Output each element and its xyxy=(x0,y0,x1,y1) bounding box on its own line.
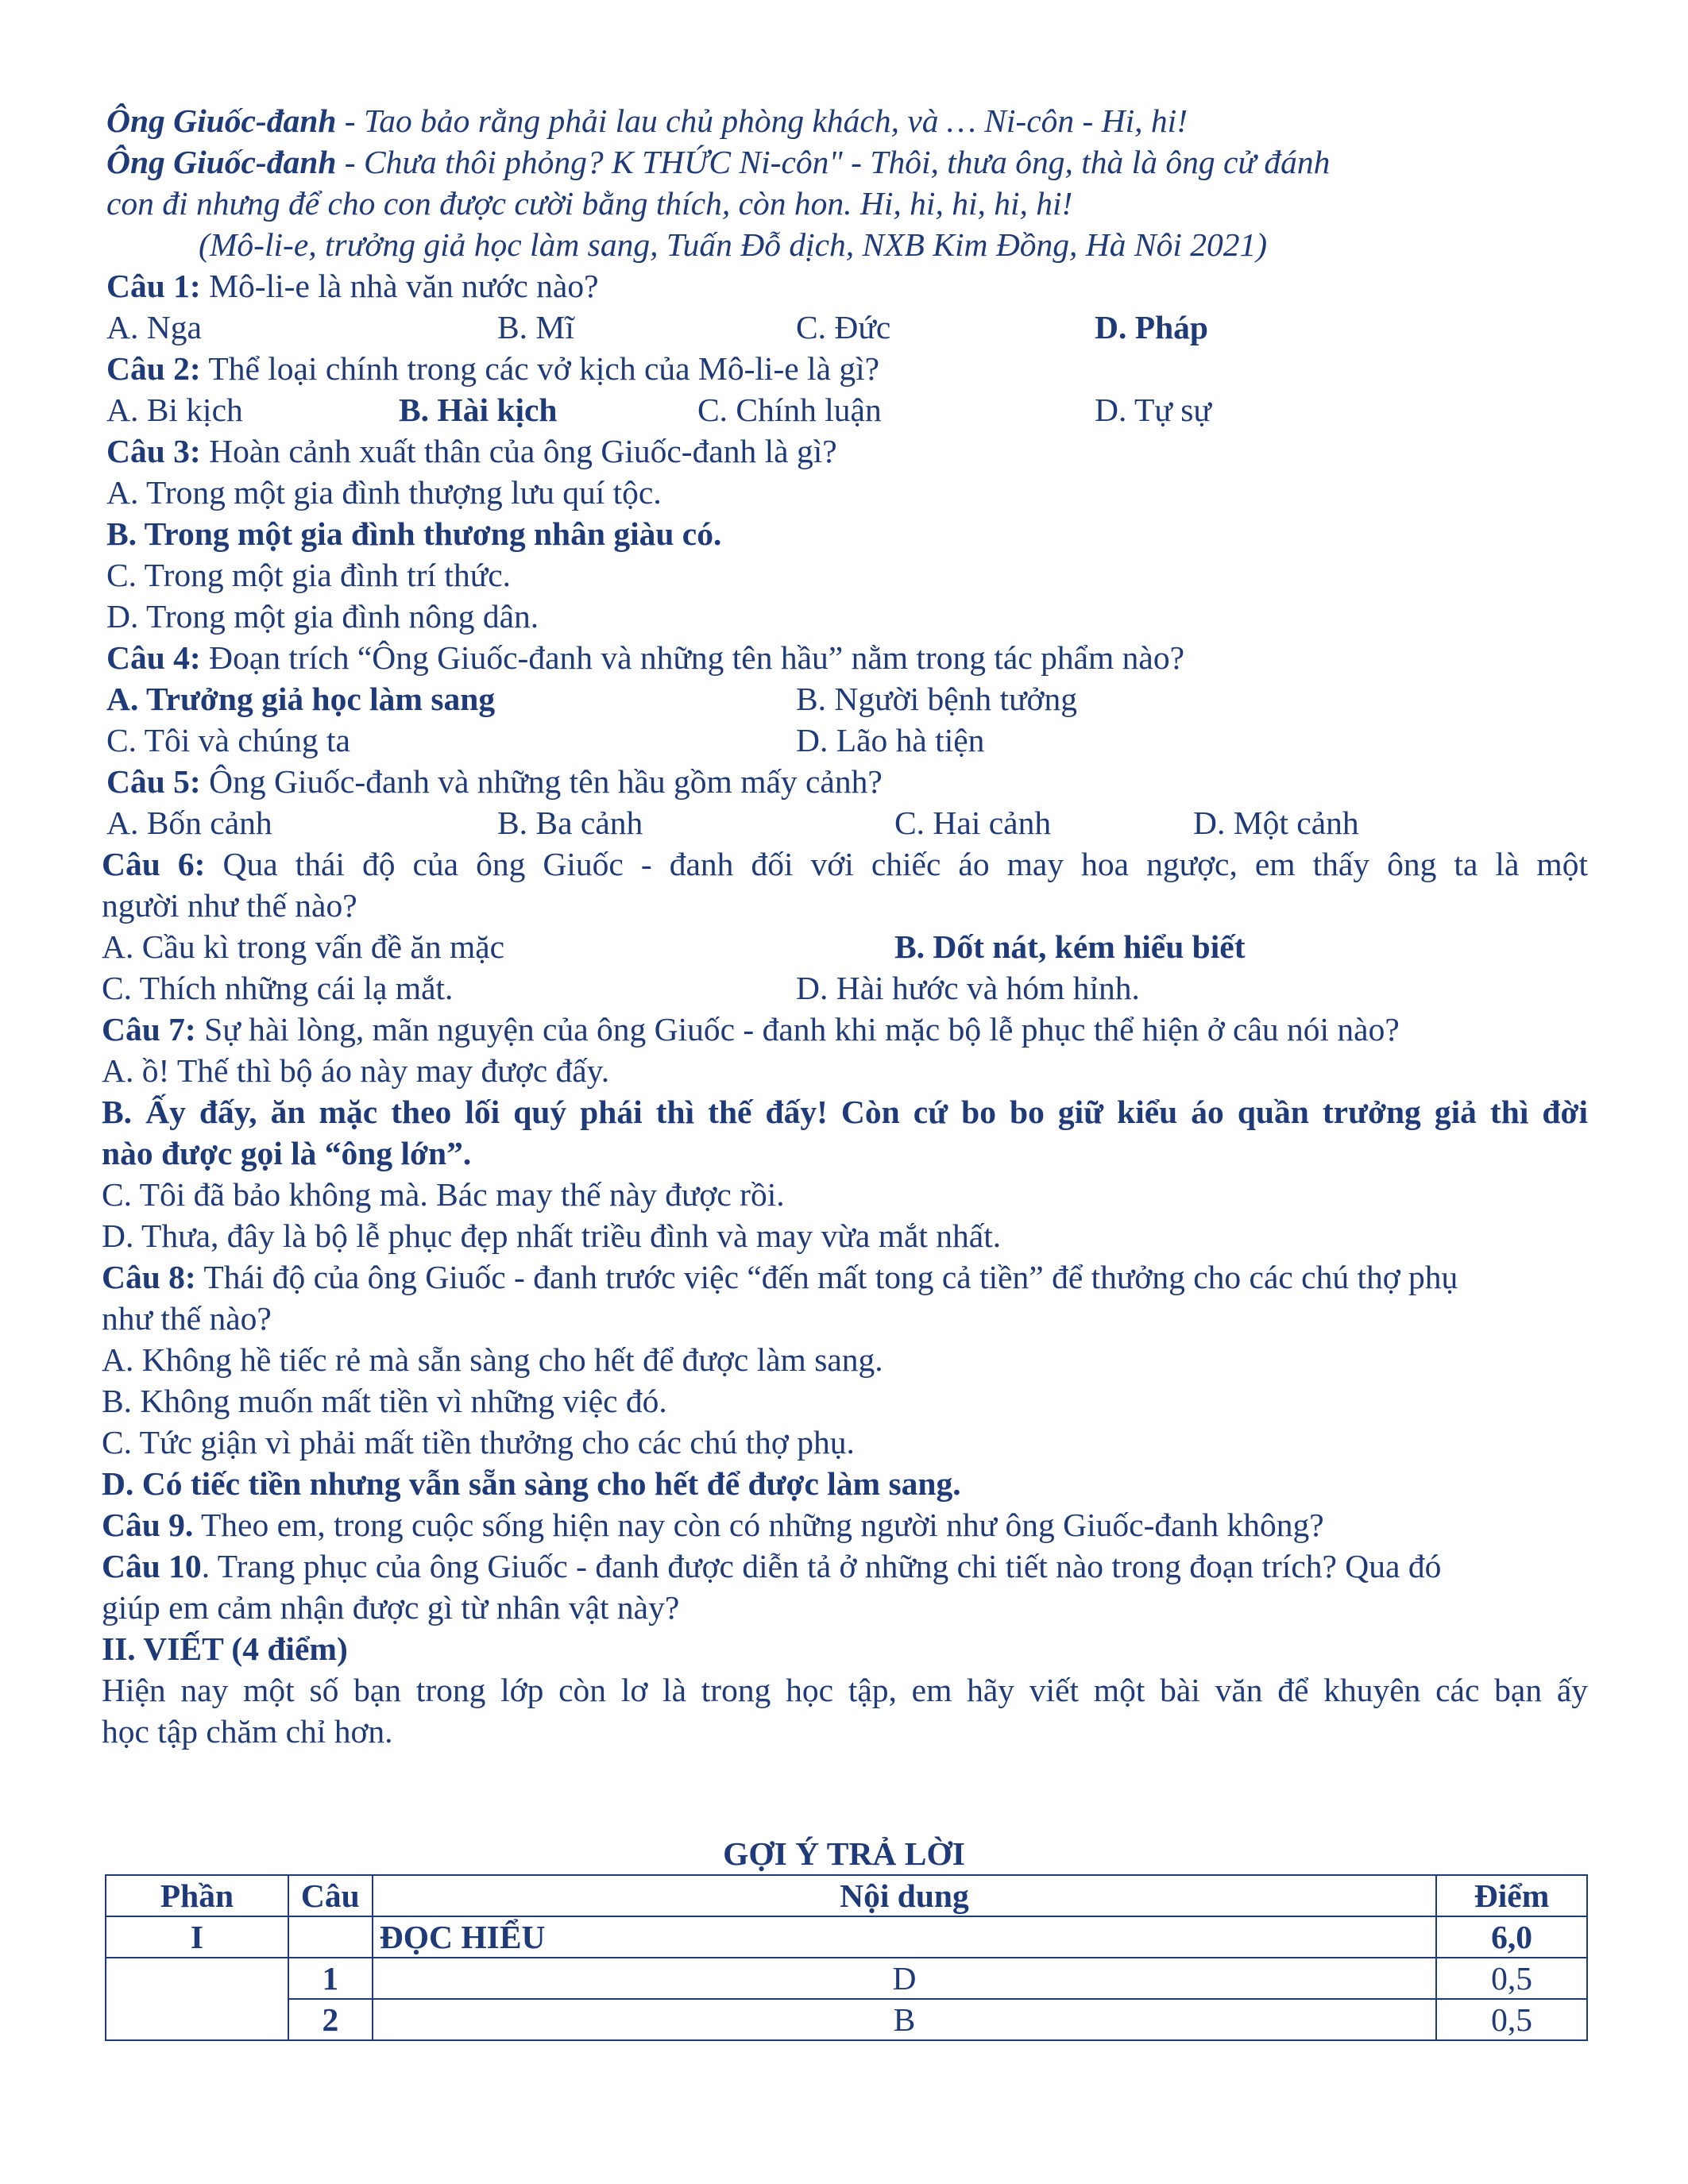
header-question: Câu xyxy=(288,1875,373,1916)
question-7 xyxy=(102,1009,1400,1050)
q6-option-d: D. Hài hước và hóm hỉnh. xyxy=(796,970,1140,1006)
question-6-line-2: người như thế nào? xyxy=(102,887,357,924)
q1-option-d-correct: D. Pháp xyxy=(1095,309,1208,345)
question-text: Theo em, trong cuộc sống hiện nay còn có những người như ông Giuốc-đanh không? xyxy=(193,1507,1324,1543)
q2-option-d: D. Tự sự xyxy=(1095,392,1211,428)
q5-option-b: B. Ba cảnh xyxy=(497,805,643,841)
q1-option-b: B. Mĩ xyxy=(497,309,574,345)
cell-score: 6,0 xyxy=(1436,1916,1587,1958)
q7-option-c: C. Tôi đã bảo không mà. Bác may thế này được rồi. xyxy=(102,1176,785,1213)
question-10-line-1 xyxy=(102,1545,1441,1587)
question-text: Đoạn trích “Ông Giuốc-đanh và những tên hầu” nằm trong tác phẩm nào? xyxy=(200,639,1185,676)
q1-option-a: A. Nga xyxy=(106,309,202,345)
cell-part xyxy=(106,1958,288,2040)
table-header-row xyxy=(106,1875,1587,1916)
q7-option-b-correct-line-1: B. Ấy đấy, ăn mặc theo lối quý phái thì thế đấy! Còn cứ bo bo giữ kiểu áo quần trưởng giả thì đời xyxy=(102,1094,1588,1130)
excerpt-source: (Mô-li-e, trưởng giả học làm sang, Tuấn Đỗ dịch, NXB Kim Đồng, Hà Nôi 2021) xyxy=(199,226,1268,263)
excerpt-text: - Chưa thôi phỏng? K THỨC Ni-côn" - Thôi, thưa ông, thà là ông cử đánh xyxy=(336,144,1331,180)
speaker-name: Ông Giuốc-đanh xyxy=(106,144,337,180)
q2-option-b-correct: B. Hài kịch xyxy=(399,392,558,428)
question-1 xyxy=(106,265,599,307)
q6-option-a: A. Cầu kì trong vấn đề ăn mặc xyxy=(102,928,505,965)
writing-prompt-line-1: Hiện nay một số bạn trong lớp còn lơ là trong học tập, em hãy viết một bài văn để khuyên các bạn ấy xyxy=(102,1672,1588,1708)
q2-option-a: A. Bi kịch xyxy=(106,392,243,428)
question-label: Câu 8: xyxy=(102,1259,196,1295)
question-10-line-2: giúp em cảm nhận được gì từ nhân vật này? xyxy=(102,1589,680,1626)
q6-option-c: C. Thích những cái lạ mắt. xyxy=(102,970,454,1006)
q8-option-c: C. Tức giận vì phải mất tiền thưởng cho các chú thợ phụ. xyxy=(102,1424,855,1461)
question-text: Thể loại chính trong các vở kịch của Mô-li-e là gì? xyxy=(200,350,880,387)
question-text: . Trang phục của ông Giuốc - đanh được diễn tả ở những chi tiết nào trong đoạn trích? Qua đó xyxy=(201,1548,1442,1584)
excerpt-text: - Tao bảo rằng phải lau chủ phòng khách, và … Ni-côn - Hi, hi! xyxy=(336,102,1188,139)
q7-option-a: A. ồ! Thế thì bộ áo này may được đấy. xyxy=(102,1052,610,1089)
q2-option-c: C. Chính luận xyxy=(697,392,882,428)
question-label: Câu 10 xyxy=(102,1548,202,1584)
question-text: Sự hài lòng, mãn nguyện của ông Giuốc - đanh khi mặc bộ lễ phục thể hiện ở câu nói nào? xyxy=(195,1011,1400,1048)
excerpt-line-3: con đi nhưng để cho con được cười bằng thích, còn hon. Hi, hi, hi, hi, hi! xyxy=(106,185,1073,222)
cell-score: 0,5 xyxy=(1436,1958,1587,1999)
question-4 xyxy=(106,637,1184,678)
q5-option-d: D. Một cảnh xyxy=(1193,805,1359,841)
q7-option-d: D. Thưa, đây là bộ lễ phục đẹp nhất triều đình và may vừa mắt nhất. xyxy=(102,1217,1002,1254)
q4-option-a-correct: A. Trưởng giả học làm sang xyxy=(106,681,496,717)
q5-option-a: A. Bốn cảnh xyxy=(106,805,272,841)
q4-option-b: B. Người bệnh tưởng xyxy=(796,681,1078,717)
cell-score: 0,5 xyxy=(1436,1999,1587,2040)
answer-key-table xyxy=(105,1874,1588,2041)
cell-question xyxy=(288,1916,373,1958)
question-3 xyxy=(106,430,837,472)
speaker-name: Ông Giuốc-đanh xyxy=(106,102,337,139)
q3-option-a: A. Trong một gia đình thượng lưu quí tộc. xyxy=(106,474,662,511)
q8-option-b: B. Không muốn mất tiền vì những việc đó. xyxy=(102,1383,667,1419)
header-content: Nội dung xyxy=(373,1875,1436,1916)
header-score: Điểm xyxy=(1436,1875,1587,1916)
table-row xyxy=(106,1999,1587,2040)
cell-part: I xyxy=(106,1916,288,1958)
question-label: Câu 5: xyxy=(106,763,201,800)
q7-option-b-correct-line-2: nào được gọi là “ông lớn”. xyxy=(102,1135,472,1171)
cell-content: B xyxy=(373,1999,1436,2040)
cell-content: D xyxy=(373,1958,1436,1999)
question-label: Câu 6: xyxy=(102,846,206,882)
q8-option-a: A. Không hề tiếc rẻ mà sẵn sàng cho hết để được làm sang. xyxy=(102,1341,883,1378)
question-6-line-1 xyxy=(102,843,1588,885)
question-2 xyxy=(106,348,879,389)
excerpt-line-2 xyxy=(106,141,1330,183)
question-text: Hoàn cảnh xuất thân của ông Giuốc-đanh là gì? xyxy=(200,433,837,469)
q4-option-d: D. Lão hà tiện xyxy=(796,722,985,758)
q1-option-c: C. Đức xyxy=(796,309,891,345)
excerpt-line-1 xyxy=(106,100,1188,141)
q3-option-b-correct: B. Trong một gia đình thương nhân giàu có. xyxy=(106,515,722,552)
question-text: Mô-li-e là nhà văn nước nào? xyxy=(200,268,599,304)
question-label: Câu 9. xyxy=(102,1507,194,1543)
writing-prompt-line-2: học tập chăm chỉ hơn. xyxy=(102,1713,393,1750)
table-row xyxy=(106,1916,1587,1958)
writing-heading: II. VIẾT (4 điểm) xyxy=(102,1630,348,1667)
question-label: Câu 2: xyxy=(106,350,201,387)
question-text: Qua thái độ của ông Giuốc - đanh đối với chiếc áo may hoa ngược, em thấy ông ta là một xyxy=(205,846,1588,882)
q5-option-c: C. Hai cảnh xyxy=(894,805,1052,841)
cell-question: 2 xyxy=(288,1999,373,2040)
question-9 xyxy=(102,1504,1324,1545)
q6-option-b-correct: B. Dốt nát, kém hiểu biết xyxy=(894,928,1246,965)
question-text: Ông Giuốc-đanh và những tên hầu gồm mấy cảnh? xyxy=(200,763,883,800)
question-label: Câu 7: xyxy=(102,1011,196,1048)
question-label: Câu 3: xyxy=(106,433,201,469)
q3-option-c: C. Trong một gia đình trí thức. xyxy=(106,557,512,593)
q8-option-d-correct: D. Có tiếc tiền nhưng vẫn sẵn sàng cho hết để được làm sang. xyxy=(102,1465,961,1502)
q4-option-c: C. Tôi và chúng ta xyxy=(106,722,350,758)
answer-key-title: GỢI Ý TRẢ LỜI xyxy=(723,1835,965,1872)
question-8-line-1 xyxy=(102,1256,1458,1298)
cell-content: ĐỌC HIỂU xyxy=(373,1916,1436,1958)
table-row xyxy=(106,1958,1587,1999)
header-part: Phần xyxy=(106,1875,288,1916)
question-label: Câu 4: xyxy=(106,639,201,676)
cell-question: 1 xyxy=(288,1958,373,1999)
question-8-line-2: như thế nào? xyxy=(102,1300,272,1337)
question-label: Câu 1: xyxy=(106,268,201,304)
question-text: Thái độ của ông Giuốc - đanh trước việc “đến mất tong cả tiền” để thưởng cho các chú thợ phụ xyxy=(195,1259,1458,1295)
question-5 xyxy=(106,761,883,802)
q3-option-d: D. Trong một gia đình nông dân. xyxy=(106,598,539,635)
